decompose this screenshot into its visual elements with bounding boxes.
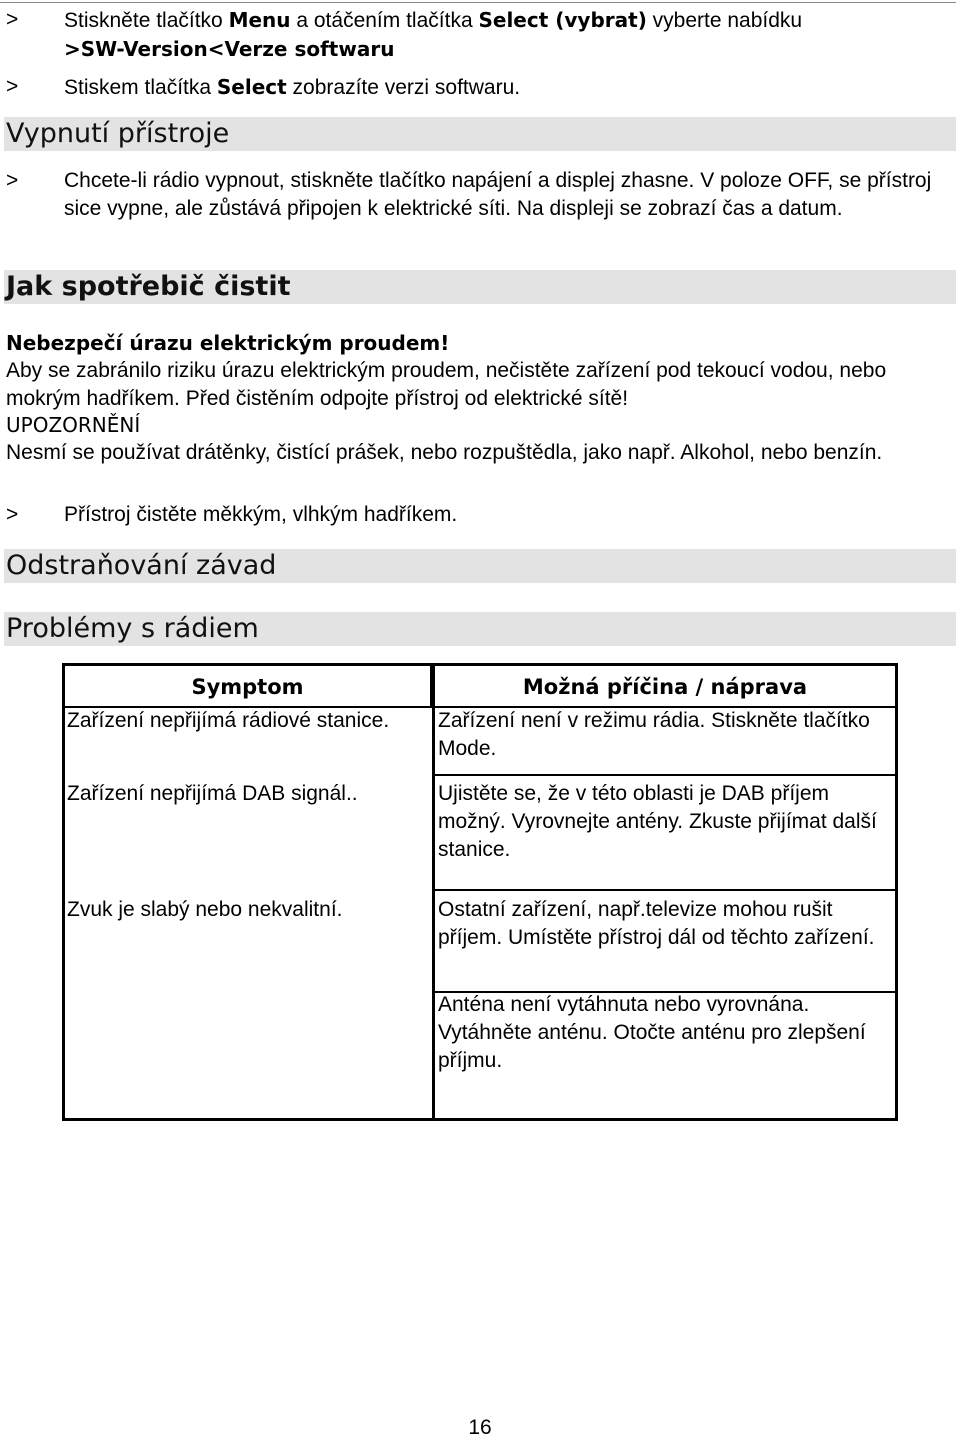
notice-text: Nesmí se používat drátěnky, čistící prášek, nebo rozpuštědla, jako např. Alkohol, nebo benzín. (6, 441, 883, 464)
table-cell-symptom: Zařízení nepřijímá DAB signál.. (67, 782, 358, 805)
menu-sw-version: >SW-Version<Verze softwaru (64, 37, 395, 61)
bullet-marker: > (6, 8, 19, 31)
subsection-heading-radio-problems: Problémy s rádiem (4, 612, 956, 646)
bullet-marker: > (6, 75, 19, 98)
table-cell-symptom: Zařízení nepřijímá rádiové stanice. (67, 709, 390, 732)
instruction-text: Chcete-li rádio vypnout, stiskněte tlačítko napájení a displej zhasne. V poloze OFF, se přístroj sice vypne, ale zůstává připojen k elektrické síti. Na displeji se zobrazí čas a datum. (64, 169, 932, 220)
section-heading-cleaning: Jak spotřebič čistit (4, 270, 956, 304)
instruction-cleaning (6, 501, 946, 529)
instruction-text: Stiskněte tlačítko Menu a otáčením tlačítka Select (vybrat) vyberte nabídku >SW-Version<Verze softwaru (64, 8, 803, 61)
table-cell-cause: Ostatní zařízení, např.televize mohou rušit příjem. Umístěte přístroj dál od těchto zařízení. (438, 898, 875, 949)
page-number: 16 (468, 1416, 492, 1439)
instruction-power-off (6, 167, 946, 223)
table-column-divider (432, 663, 435, 1121)
key-menu: Menu (228, 8, 291, 32)
table-cell-cause: Ujistěte se, že v této oblasti je DAB příjem možný. Vyrovnejte antény. Zkuste přijímat další stanice. (438, 782, 877, 861)
warning-title: Nebezpečí úrazu elektrickým proudem! (6, 331, 450, 355)
instruction-text: Přístroj čistěte měkkým, vlhkým hadříkem. (64, 503, 458, 526)
table-cell-cause: Anténa není vytáhnuta nebo vyrovnána. Vytáhněte anténu. Otočte anténu pro zlepšení příjmu. (438, 993, 866, 1072)
section-heading-power-off: Vypnutí přístroje (4, 117, 956, 151)
table-header-cause: Možná příčina / náprava (435, 666, 895, 708)
instruction-text: Stiskem tlačítka Select zobrazíte verzi softwaru. (64, 75, 521, 99)
key-select: Select (vybrat) (478, 8, 647, 32)
instruction-step-select (6, 73, 946, 102)
table-row-divider (435, 889, 895, 891)
table-cell-symptom: Zvuk je slabý nebo nekvalitní. (67, 898, 343, 921)
instruction-step-menu (6, 6, 946, 64)
notice-title: UPOZORNĚNÍ (6, 413, 141, 437)
section-heading-troubleshooting: Odstraňování závad (4, 549, 956, 583)
table-row-divider (435, 774, 895, 776)
warning-text: Aby se zabránilo riziku úrazu elektrickým proudem, nečistěte zařízení pod tekoucí vodou, nebo mokrým hadříkem. Před čistěním odpojte přístroj od elektrické sítě! (6, 359, 887, 410)
bullet-marker: > (6, 503, 19, 526)
table-cell-cause: Zařízení není v režimu rádia. Stiskněte tlačítko Mode. (438, 709, 870, 760)
bullet-marker: > (6, 169, 19, 192)
top-rule (0, 2, 956, 3)
table-header-symptom: Symptom (65, 666, 432, 708)
key-select: Select (216, 75, 287, 99)
